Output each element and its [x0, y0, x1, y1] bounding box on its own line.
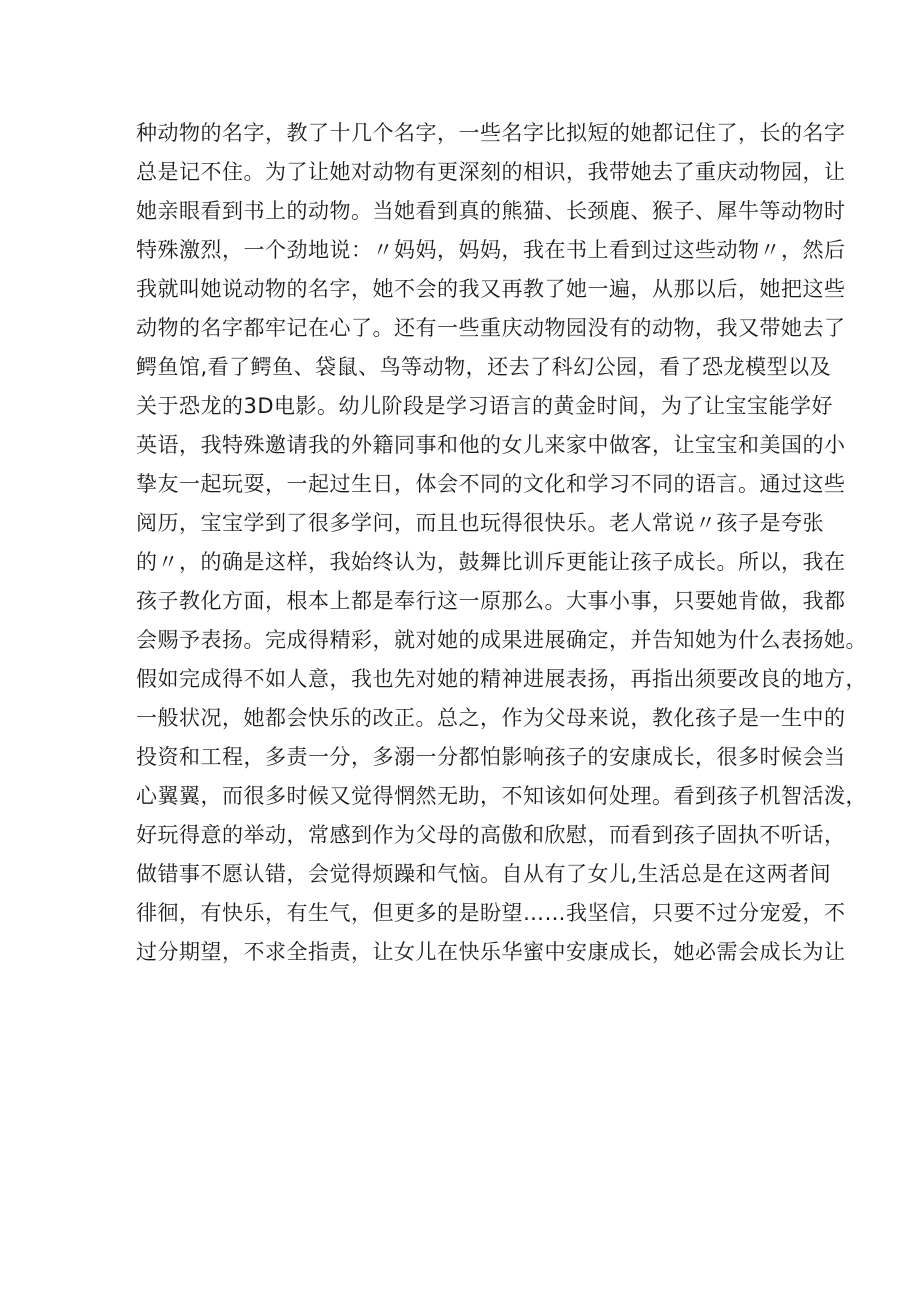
text-line: 总是记不住。为了让她对动物有更深刻的相识，我带她去了重庆动物园，让	[136, 160, 846, 184]
text-line: 做错事不愿认错，会觉得烦躁和气恼。自从有了女儿,生活总是在这两者间	[136, 862, 832, 886]
text-line: 动物的名字都牢记在心了。还有一些重庆动物园没有的动物，我又带她去了	[136, 316, 846, 340]
text-line: 好玩得意的举动，常感到作为父母的高傲和欣慰，而看到孩子固执不听话，	[136, 823, 846, 847]
text-line: 鳄鱼馆,看了鳄鱼、袋鼠、鸟等动物，还去了科幻公园，看了恐龙模型以及	[136, 355, 832, 379]
text-line: 我就叫她说动物的名字，她不会的我又再教了她一遍，从那以后，她把这些	[136, 277, 846, 301]
text-line: 英语，我特殊邀请我的外籍同事和他的女儿来家中做客，让宝宝和美国的小	[136, 433, 846, 457]
text-line: 会赐予表扬。完成得精彩，就对她的成果进展确定，并告知她为什么表扬她。	[136, 628, 867, 652]
text-line: 心翼翼，而很多时候又觉得惘然无助，不知该如何处理。看到孩子机智活泼，	[136, 784, 867, 808]
text-line: 阅历，宝宝学到了很多学问，而且也玩得很快乐。老人常说〃孩子是夸张	[136, 511, 824, 535]
text-line: 她亲眼看到书上的动物。当她看到真的熊猫、长颈鹿、猴子、犀牛等动物时	[136, 199, 846, 223]
text-line: 特殊激烈，一个劲地说：〃妈妈，妈妈，我在书上看到过这些动物〃，然后	[136, 238, 846, 262]
text-line: 关于恐龙的3D电影。幼儿阶段是学习语言的黄金时间，为了让宝宝能学好	[136, 394, 834, 418]
text-line: 一般状况，她都会快乐的改正。总之，作为父母来说，教化孩子是一生中的	[136, 706, 846, 730]
text-line: 假如完成得不如人意，我也先对她的精神进展表扬，再指出须要改良的地方，	[136, 667, 867, 691]
text-line: 徘徊，有快乐，有生气，但更多的是盼望……我坚信，只要不过分宠爱，不	[136, 901, 846, 925]
text-line: 过分期望，不求全指责，让女儿在快乐华蜜中安康成长，她必需会成长为让	[136, 940, 846, 964]
text-line: 投资和工程，多责一分，多溺一分都怕影响孩子的安康成长，很多时候会当	[136, 745, 846, 769]
body-text	[136, 114, 867, 972]
text-line: 种动物的名字，教了十几个名字，一些名字比拟短的她都记住了，长的名字	[136, 121, 846, 145]
text-line: 的〃，的确是这样，我始终认为，鼓舞比训斥更能让孩子成长。所以，我在	[136, 550, 846, 574]
text-line: 孩子教化方面，根本上都是奉行这一原那么。大事小事，只要她肯做，我都	[136, 589, 846, 613]
text-line: 挚友一起玩耍，一起过生日，体会不同的文化和学习不同的语言。通过这些	[136, 472, 846, 496]
